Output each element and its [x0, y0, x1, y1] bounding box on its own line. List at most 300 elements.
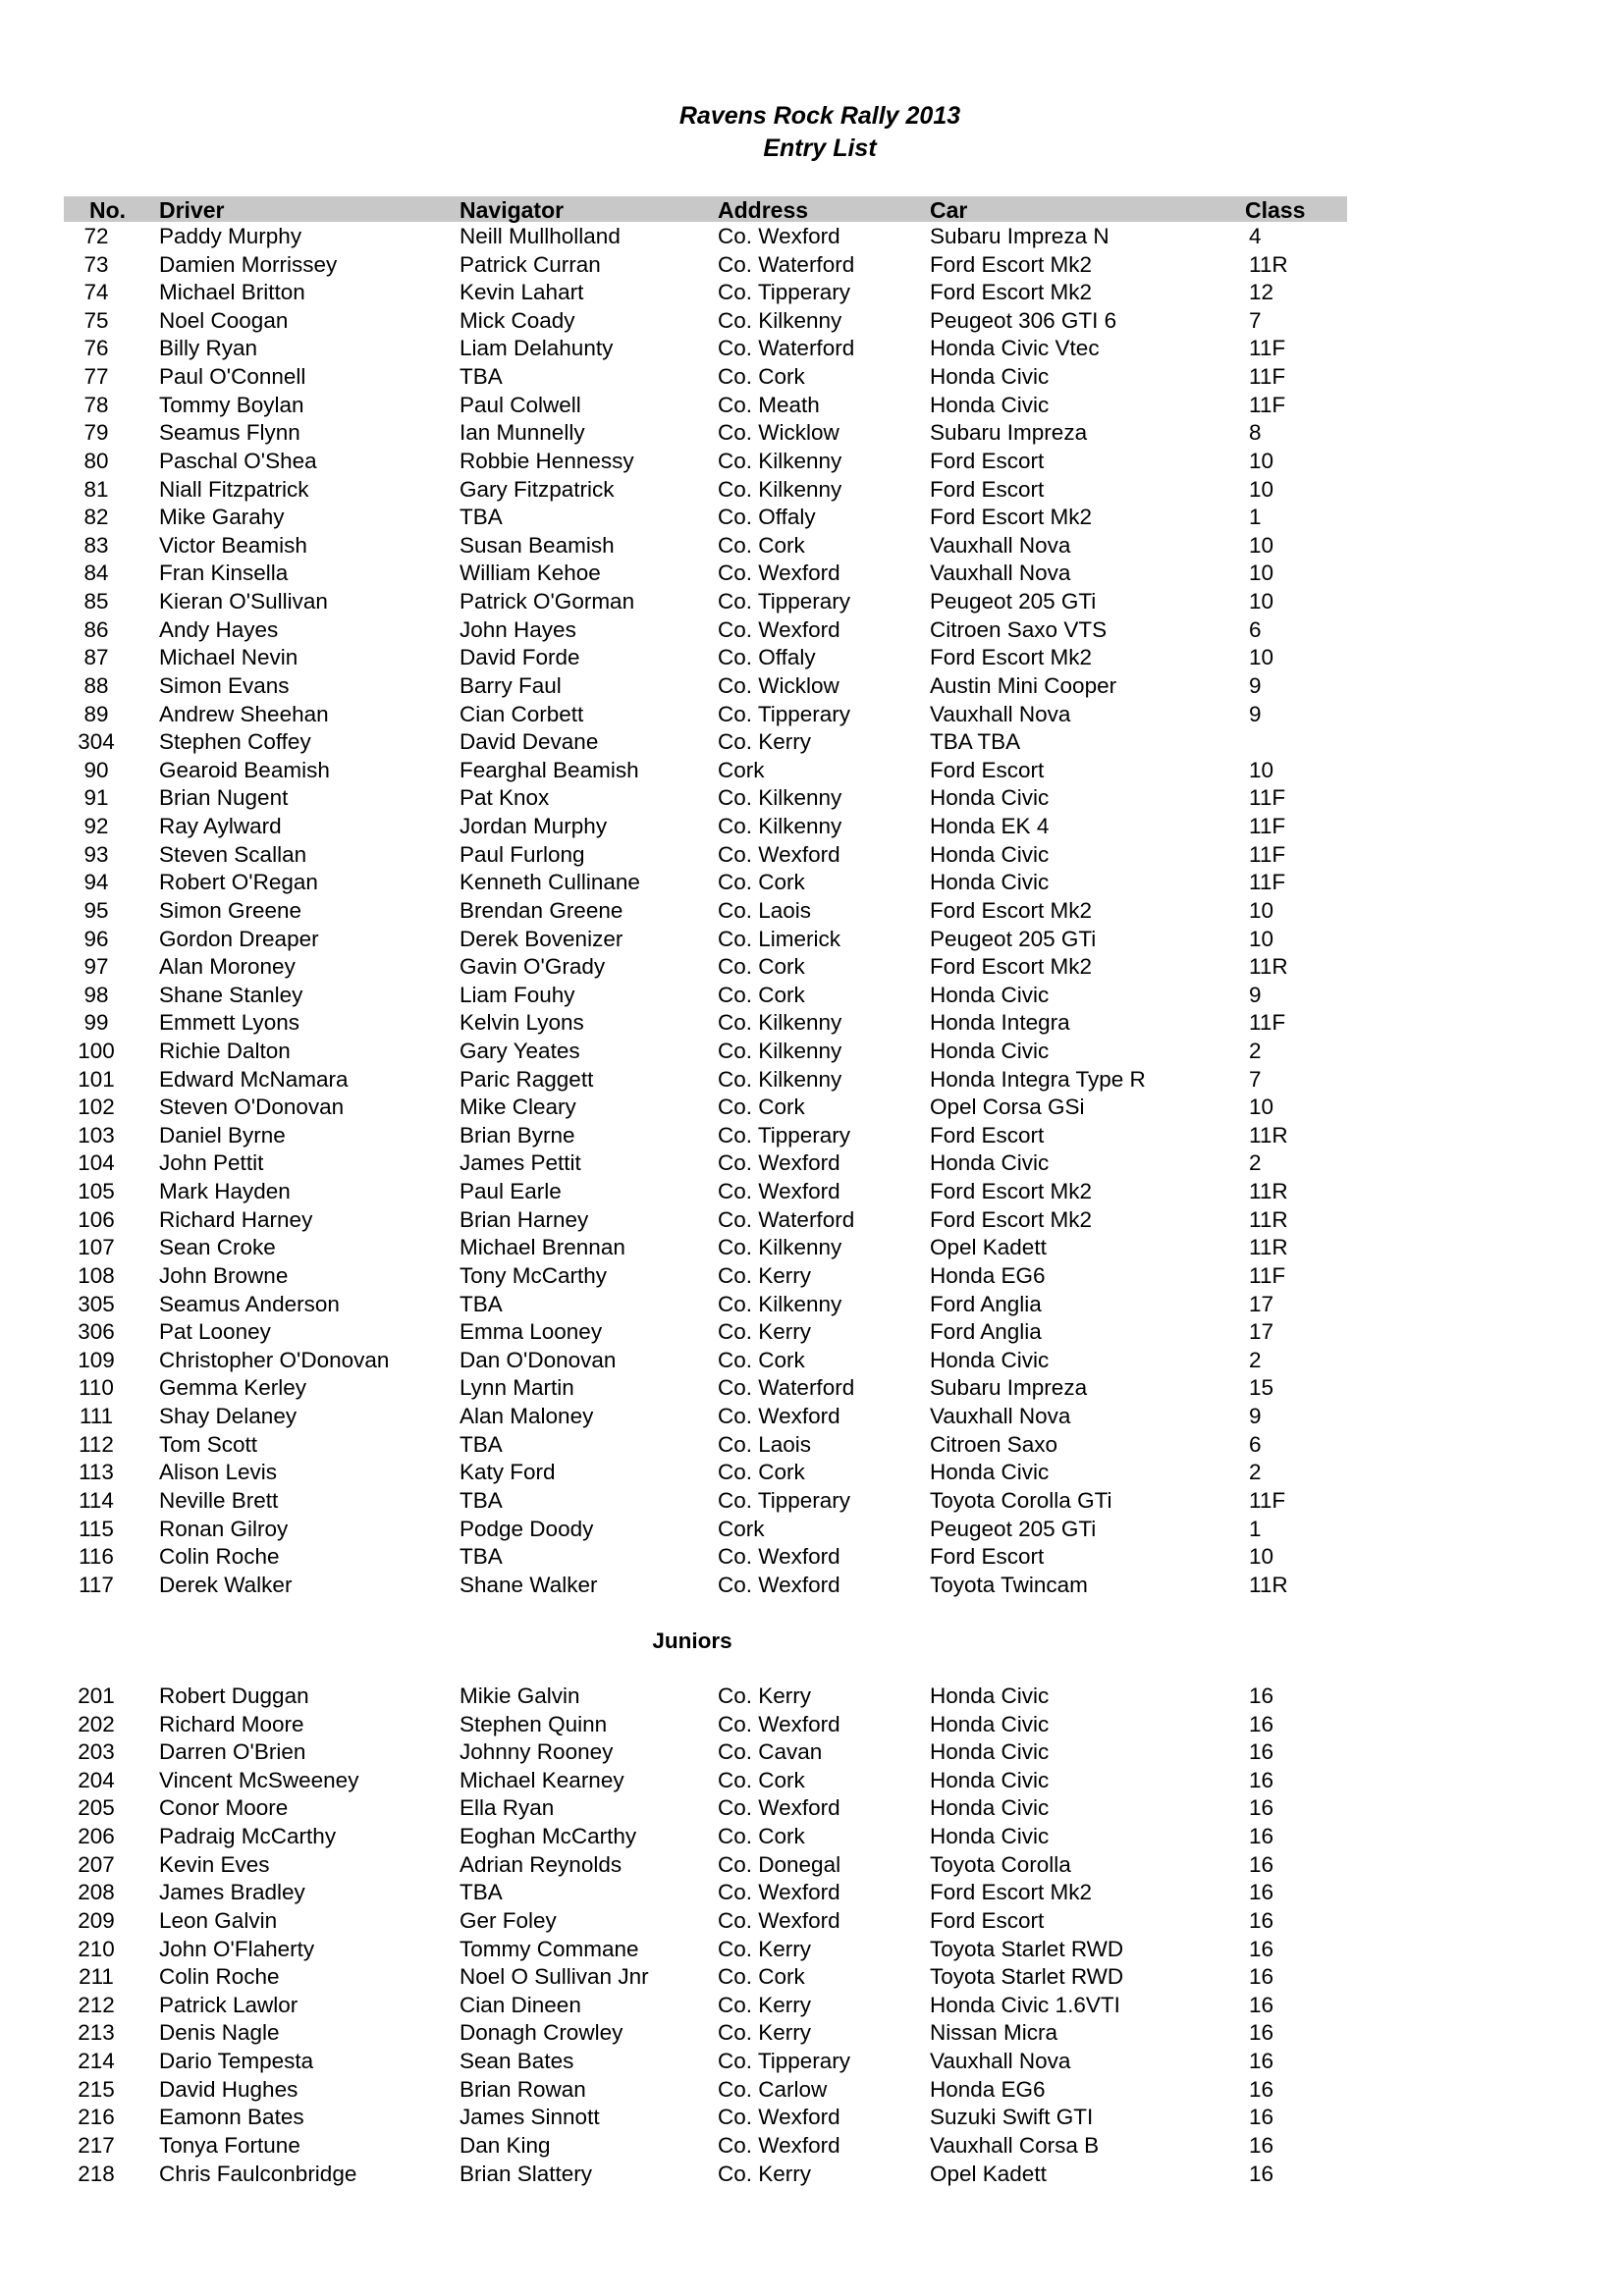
entry-driver: Alison Levis: [159, 1460, 278, 1485]
entry-car: Ford Escort: [930, 1907, 1045, 1933]
entry-number: 211: [79, 1964, 114, 1990]
entry-address: Co. Kilkenny: [718, 1010, 842, 1036]
entry-driver: Gemma Kerley: [159, 1375, 307, 1401]
entry-driver: Fran Kinsella: [159, 561, 289, 586]
entry-class: 8: [1249, 420, 1262, 446]
entry-car: Vauxhall Nova: [930, 532, 1071, 558]
entry-navigator: Sean Bates: [460, 2049, 574, 2074]
entry-number: 90: [83, 757, 109, 782]
entry-class: 11F: [1249, 841, 1286, 867]
entry-number: 87: [83, 645, 109, 670]
entry-class: 9: [1249, 701, 1262, 726]
entry-driver: Stephen Coffey: [159, 729, 311, 755]
entry-driver: Neville Brett: [159, 1487, 279, 1513]
entry-car: Ford Anglia: [930, 1291, 1042, 1316]
entry-driver: Padraig McCarthy: [159, 1824, 337, 1849]
entry-class: 16: [1249, 2132, 1274, 2158]
entry-number: 201: [78, 1683, 115, 1708]
entry-driver: Simon Evans: [159, 672, 290, 698]
entry-number: 109: [78, 1347, 115, 1372]
table-row: [0, 869, 1624, 897]
entry-driver: Alan Moroney: [159, 954, 296, 980]
entry-car: Honda Civic: [930, 392, 1050, 417]
entry-navigator: TBA: [460, 1487, 503, 1513]
entry-car: Ford Escort Mk2: [930, 954, 1093, 980]
entry-address: Co. Cork: [718, 870, 805, 895]
table-row: [0, 419, 1624, 448]
entry-car: Ford Escort Mk2: [930, 1206, 1093, 1232]
entry-driver: Andrew Sheehan: [159, 701, 329, 726]
table-row: [0, 1682, 1624, 1711]
entry-car: Toyota Starlet RWD: [930, 1936, 1124, 1961]
entry-car: Vauxhall Corsa B: [930, 2132, 1100, 2158]
entry-driver: Richard Moore: [159, 1711, 304, 1736]
entry-class: 2: [1249, 1460, 1262, 1485]
entry-driver: Simon Greene: [159, 897, 302, 923]
entry-car: Subaru Impreza N: [930, 224, 1110, 248]
entry-class: 11F: [1249, 392, 1286, 417]
entry-number: 77: [83, 364, 109, 390]
table-row: [0, 1374, 1624, 1403]
table-row: [0, 1794, 1624, 1823]
entry-class: 15: [1249, 1375, 1274, 1401]
entry-car: Subaru Impreza: [930, 420, 1088, 446]
entry-navigator: Dan King: [460, 2132, 551, 2158]
entry-class: 16: [1249, 1907, 1274, 1933]
entry-number: 217: [78, 2132, 115, 2158]
entry-class: 7: [1249, 307, 1262, 333]
entry-navigator: TBA: [460, 364, 503, 390]
table-row: [0, 1178, 1624, 1206]
entry-number: 306: [78, 1319, 115, 1345]
entry-number: 112: [79, 1431, 114, 1457]
entry-number: 78: [83, 392, 109, 417]
table-row: [0, 672, 1624, 701]
entry-number: 104: [78, 1150, 115, 1176]
entry-number: 79: [83, 420, 109, 446]
entry-car: Ford Escort Mk2: [930, 280, 1093, 305]
table-row: [0, 251, 1624, 280]
entry-address: Co. Kilkenny: [718, 814, 842, 839]
document-title: Ravens Rock Rally 2013: [678, 102, 961, 130]
entry-address: Co. Cork: [718, 1964, 805, 1990]
entry-address: Co. Wexford: [718, 1179, 840, 1204]
entry-address: Co. Wicklow: [718, 672, 839, 698]
entry-driver: Brian Nugent: [159, 785, 289, 811]
entry-car: Toyota Starlet RWD: [930, 1964, 1124, 1990]
entry-number: 116: [79, 1544, 114, 1570]
entry-car: Opel Kadett: [930, 1235, 1047, 1260]
entry-address: Cork: [718, 1516, 765, 1541]
entry-number: 72: [83, 224, 109, 248]
entry-navigator: TBA: [460, 1544, 503, 1570]
entry-number: 216: [78, 2105, 115, 2130]
entry-number: 210: [78, 1936, 115, 1961]
header-address: Address: [718, 197, 809, 223]
entry-class: 1: [1249, 1516, 1262, 1541]
table-row: [0, 392, 1624, 420]
entry-car: Peugeot 205 GTi: [930, 926, 1097, 951]
entry-number: 106: [78, 1206, 115, 1232]
entry-navigator: Mick Coady: [460, 307, 575, 333]
entry-number: 74: [83, 280, 109, 305]
entry-car: Honda Civic: [930, 1150, 1050, 1176]
entry-car: Opel Kadett: [930, 2161, 1047, 2186]
entry-class: 9: [1249, 1404, 1262, 1429]
entry-class: 2: [1249, 1150, 1262, 1176]
entry-car: Ford Escort Mk2: [930, 505, 1093, 530]
entry-navigator: Katy Ford: [460, 1460, 556, 1485]
entry-number: 84: [83, 561, 109, 586]
entry-driver: Seamus Flynn: [159, 420, 300, 446]
entry-class: 16: [1249, 1683, 1274, 1708]
entry-navigator: TBA: [460, 505, 503, 530]
entry-number: 205: [78, 1795, 115, 1821]
table-row: [0, 279, 1624, 307]
entry-driver: Paschal O'Shea: [159, 448, 317, 473]
entry-address: Co. Wexford: [718, 2132, 840, 2158]
entry-class: 16: [1249, 1880, 1274, 1905]
entry-address: Co. Kilkenny: [718, 1235, 842, 1260]
table-row: [0, 2104, 1624, 2132]
entry-number: 98: [83, 982, 109, 1007]
entry-number: 75: [83, 307, 109, 333]
entry-car: Vauxhall Nova: [930, 701, 1071, 726]
table-row: [0, 1038, 1624, 1066]
entry-navigator: Donagh Crowley: [460, 2020, 623, 2046]
table-row: [0, 476, 1624, 505]
entry-driver: Kieran O'Sullivan: [159, 589, 328, 614]
entry-class: 10: [1249, 926, 1274, 951]
entry-number: 85: [83, 589, 109, 614]
entry-class: 6: [1249, 616, 1262, 642]
entry-driver: Ronan Gilroy: [159, 1516, 289, 1541]
entry-class: 10: [1249, 589, 1274, 614]
entry-car: Honda Civic: [930, 1795, 1050, 1821]
entry-navigator: Eoghan McCarthy: [460, 1824, 637, 1849]
entry-car: Peugeot 205 GTi: [930, 1516, 1097, 1541]
entry-class: 12: [1249, 280, 1274, 305]
entry-number: 100: [78, 1038, 115, 1063]
entry-car: Honda Civic: [930, 1347, 1050, 1372]
table-row: [0, 1149, 1624, 1178]
entry-driver: Colin Roche: [159, 1964, 280, 1990]
entry-class: 11R: [1249, 954, 1288, 980]
table-row: [0, 1823, 1624, 1851]
entry-car: Ford Escort Mk2: [930, 645, 1093, 670]
entry-number: 114: [79, 1487, 114, 1513]
table-row: [0, 1907, 1624, 1936]
table-row: [0, 1066, 1624, 1095]
entry-car: Honda EG6: [930, 1262, 1046, 1288]
entry-navigator: Paul Earle: [460, 1179, 562, 1204]
entry-driver: Paddy Murphy: [159, 224, 302, 248]
entry-number: 83: [83, 532, 109, 558]
entry-car: Honda Civic 1.6VTI: [930, 1992, 1120, 2017]
entry-navigator: Noel O Sullivan Jnr: [460, 1964, 649, 1990]
entry-class: 11R: [1249, 1235, 1288, 1260]
entry-car: Honda Integra Type R: [930, 1066, 1146, 1092]
entry-navigator: Derek Bovenizer: [460, 926, 623, 951]
entry-address: Co. Cork: [718, 954, 805, 980]
entry-navigator: Neill Mullholland: [460, 224, 621, 248]
entry-class: 11F: [1249, 1262, 1286, 1288]
entry-number: 108: [78, 1262, 115, 1288]
entry-number: 73: [83, 251, 109, 277]
entry-number: 107: [78, 1235, 115, 1260]
table-row: [0, 1206, 1624, 1235]
table-row: [0, 1516, 1624, 1544]
entry-car: Toyota Corolla: [930, 1851, 1071, 1877]
entry-driver: Pat Looney: [159, 1319, 271, 1345]
table-row: [0, 2019, 1624, 2048]
entry-class: 11R: [1249, 1572, 1288, 1597]
entry-car: Vauxhall Nova: [930, 561, 1071, 586]
entry-car: Honda Civic: [930, 1767, 1050, 1792]
entry-driver: Ray Aylward: [159, 814, 282, 839]
entry-number: 214: [78, 2049, 115, 2074]
entry-car: Ford Escort Mk2: [930, 251, 1093, 277]
entry-address: Co. Waterford: [718, 1375, 855, 1401]
table-row: [0, 897, 1624, 926]
entry-number: 105: [78, 1179, 115, 1204]
entry-number: 113: [79, 1460, 114, 1485]
entry-car: Peugeot 306 GTI 6: [930, 307, 1117, 333]
entry-driver: Steven Scallan: [159, 841, 307, 867]
entry-number: 304: [78, 729, 115, 755]
entry-class: 16: [1249, 1824, 1274, 1849]
entry-class: 16: [1249, 2161, 1274, 2186]
table-row: [0, 841, 1624, 870]
entry-navigator: Patrick Curran: [460, 251, 601, 277]
entry-navigator: Cian Corbett: [460, 701, 584, 726]
entry-navigator: James Pettit: [460, 1150, 581, 1176]
entry-address: Co. Wexford: [718, 1711, 840, 1736]
entry-number: 76: [83, 336, 109, 361]
entry-class: 16: [1249, 2049, 1274, 2074]
entry-navigator: Jordan Murphy: [460, 814, 608, 839]
entry-navigator: Kelvin Lyons: [460, 1010, 584, 1036]
entry-number: 203: [78, 1739, 115, 1765]
entry-number: 212: [78, 1992, 115, 2017]
entry-driver: Mark Hayden: [159, 1179, 291, 1204]
entry-address: Co. Kerry: [718, 1683, 812, 1708]
entry-number: 218: [78, 2161, 115, 2186]
entry-car: Citroen Saxo VTS: [930, 616, 1108, 642]
table-row: [0, 1963, 1624, 1992]
header-driver: Driver: [159, 197, 225, 223]
table-row: [0, 1487, 1624, 1516]
entry-address: Co. Carlow: [718, 2076, 828, 2102]
entry-navigator: Michael Brennan: [460, 1235, 625, 1260]
entry-class: 11F: [1249, 364, 1286, 390]
entry-number: 202: [78, 1711, 115, 1736]
entry-driver: Richie Dalton: [159, 1038, 291, 1063]
entry-class: 2: [1249, 1038, 1262, 1063]
entry-driver: Eamonn Bates: [159, 2105, 304, 2130]
entry-address: Co. Wexford: [718, 616, 840, 642]
entry-car: Peugeot 205 GTi: [930, 589, 1097, 614]
entry-class: 16: [1249, 1964, 1274, 1990]
entry-class: 11R: [1249, 1179, 1288, 1204]
entry-navigator: Patrick O'Gorman: [460, 589, 635, 614]
entry-car: Honda Civic: [930, 982, 1050, 1007]
table-row: [0, 701, 1624, 729]
entry-number: 110: [79, 1375, 114, 1401]
entry-navigator: Michael Kearney: [460, 1767, 624, 1792]
entry-address: Co. Cavan: [718, 1739, 823, 1765]
entry-class: 10: [1249, 757, 1274, 782]
entry-driver: Denis Nagle: [159, 2020, 280, 2046]
entry-car: Honda Civic: [930, 870, 1050, 895]
table-row: [0, 644, 1624, 672]
entry-number: 94: [83, 870, 109, 895]
entry-address: Co. Laois: [718, 897, 812, 923]
entry-number: 93: [83, 841, 109, 867]
table-row: [0, 1936, 1624, 1964]
entry-address: Co. Kerry: [718, 1992, 812, 2017]
table-row: [0, 1459, 1624, 1487]
entry-address: Co. Waterford: [718, 251, 855, 277]
entry-car: Honda Civic: [930, 1460, 1050, 1485]
entry-navigator: Tommy Commane: [460, 1936, 639, 1961]
entry-address: Co. Wexford: [718, 841, 840, 867]
entry-driver: Leon Galvin: [159, 1907, 278, 1933]
entry-car: Suzuki Swift GTI: [930, 2105, 1094, 2130]
entry-car: TBA TBA: [930, 729, 1021, 755]
table-row: [0, 448, 1624, 476]
entry-address: Co. Cork: [718, 1347, 805, 1372]
entry-driver: Michael Britton: [159, 280, 305, 305]
entry-navigator: Stephen Quinn: [460, 1711, 608, 1736]
table-row: [0, 728, 1624, 757]
entry-number: 97: [83, 954, 109, 980]
entry-number: 115: [79, 1516, 114, 1541]
entry-navigator: Brendan Greene: [460, 897, 623, 923]
entry-address: Co. Kerry: [718, 729, 812, 755]
entry-number: 99: [83, 1010, 109, 1036]
entry-address: Co. Limerick: [718, 926, 841, 951]
entry-navigator: Podge Doody: [460, 1516, 594, 1541]
entry-address: Co. Wexford: [718, 1795, 840, 1821]
entry-class: 11R: [1249, 251, 1288, 277]
entry-address: Co. Donegal: [718, 1851, 841, 1877]
entry-navigator: Brian Harney: [460, 1206, 589, 1232]
entry-navigator: Dan O'Donovan: [460, 1347, 617, 1372]
entry-navigator: David Forde: [460, 645, 580, 670]
entry-class: 16: [1249, 1767, 1274, 1792]
entry-number: 206: [78, 1824, 115, 1849]
entry-car: Ford Escort Mk2: [930, 1179, 1093, 1204]
entry-address: Co. Offaly: [718, 505, 816, 530]
entry-address: Co. Kerry: [718, 2020, 812, 2046]
table-row: [0, 1262, 1624, 1291]
entry-car: Ford Escort: [930, 1122, 1045, 1148]
entry-driver: Daniel Byrne: [159, 1122, 286, 1148]
entry-address: Co. Kerry: [718, 1319, 812, 1345]
entry-number: 208: [78, 1880, 115, 1905]
entry-navigator: Shane Walker: [460, 1572, 598, 1597]
entry-address: Co. Tipperary: [718, 701, 851, 726]
entry-address: Co. Wexford: [718, 1150, 840, 1176]
entry-driver: Paul O'Connell: [159, 364, 306, 390]
entry-driver: Tonya Fortune: [159, 2132, 300, 2158]
entry-car: Ford Escort: [930, 476, 1045, 502]
entry-navigator: Mikie Galvin: [460, 1683, 580, 1708]
table-row: [0, 307, 1624, 336]
entry-driver: Tommy Boylan: [159, 392, 304, 417]
entry-address: Co. Cork: [718, 1460, 805, 1485]
table-row: [0, 2048, 1624, 2076]
entry-class: 9: [1249, 982, 1262, 1007]
entry-class: 1: [1249, 505, 1262, 530]
entry-address: Co. Kilkenny: [718, 1038, 842, 1063]
table-row: [0, 1711, 1624, 1739]
entry-driver: Damien Morrissey: [159, 251, 338, 277]
entry-navigator: TBA: [460, 1431, 503, 1457]
table-row: [0, 1992, 1624, 2020]
entry-address: Co. Meath: [718, 392, 820, 417]
entry-driver: Gordon Dreaper: [159, 926, 319, 951]
entry-driver: Dario Tempesta: [159, 2049, 314, 2074]
entry-class: 11R: [1249, 1206, 1288, 1232]
table-row: [0, 1094, 1624, 1122]
entry-address: Co. Wexford: [718, 1907, 840, 1933]
entry-number: 213: [78, 2020, 115, 2046]
entry-address: Co. Kilkenny: [718, 1291, 842, 1316]
entry-navigator: Liam Delahunty: [460, 336, 614, 361]
entry-class: 17: [1249, 1319, 1274, 1345]
entry-car: Honda Civic Vtec: [930, 336, 1100, 361]
entry-class: 16: [1249, 1936, 1274, 1961]
entry-class: 4: [1249, 224, 1262, 248]
entry-navigator: Paric Raggett: [460, 1066, 594, 1092]
entry-navigator: Paul Colwell: [460, 392, 581, 417]
document-subtitle: Entry List: [763, 134, 877, 162]
entry-driver: Robert O'Regan: [159, 870, 318, 895]
entry-class: 16: [1249, 1795, 1274, 1821]
table-row: [0, 1291, 1624, 1319]
entry-driver: Gearoid Beamish: [159, 757, 330, 782]
entry-navigator: Fearghal Beamish: [460, 757, 639, 782]
header-class: Class: [1245, 197, 1306, 223]
entry-number: 209: [78, 1907, 115, 1933]
entry-navigator: Kenneth Cullinane: [460, 870, 640, 895]
table-row: [0, 1851, 1624, 1880]
entry-address: Co. Offaly: [718, 645, 816, 670]
table-row: [0, 1738, 1624, 1767]
table-row: [0, 982, 1624, 1010]
entry-number: 96: [83, 926, 109, 951]
entry-driver: Patrick Lawlor: [159, 1992, 298, 2017]
entry-address: Co. Wexford: [718, 224, 840, 248]
entry-driver: Niall Fitzpatrick: [159, 476, 309, 502]
entry-driver: Conor Moore: [159, 1795, 289, 1821]
entry-address: Co. Wexford: [718, 2105, 840, 2130]
entry-navigator: William Kehoe: [460, 561, 601, 586]
entry-navigator: Ger Foley: [460, 1907, 557, 1933]
entry-address: Co. Kilkenny: [718, 307, 842, 333]
entry-navigator: Cian Dineen: [460, 1992, 581, 2017]
entry-address: Co. Tipperary: [718, 1487, 851, 1513]
entry-navigator: Gary Yeates: [460, 1038, 580, 1063]
table-row: [0, 813, 1624, 841]
entry-navigator: Robbie Hennessy: [460, 448, 634, 473]
entry-driver: John Browne: [159, 1262, 289, 1288]
entry-car: Ford Escort Mk2: [930, 1880, 1093, 1905]
entry-class: 11F: [1249, 870, 1286, 895]
entry-car: Honda Civic: [930, 364, 1050, 390]
